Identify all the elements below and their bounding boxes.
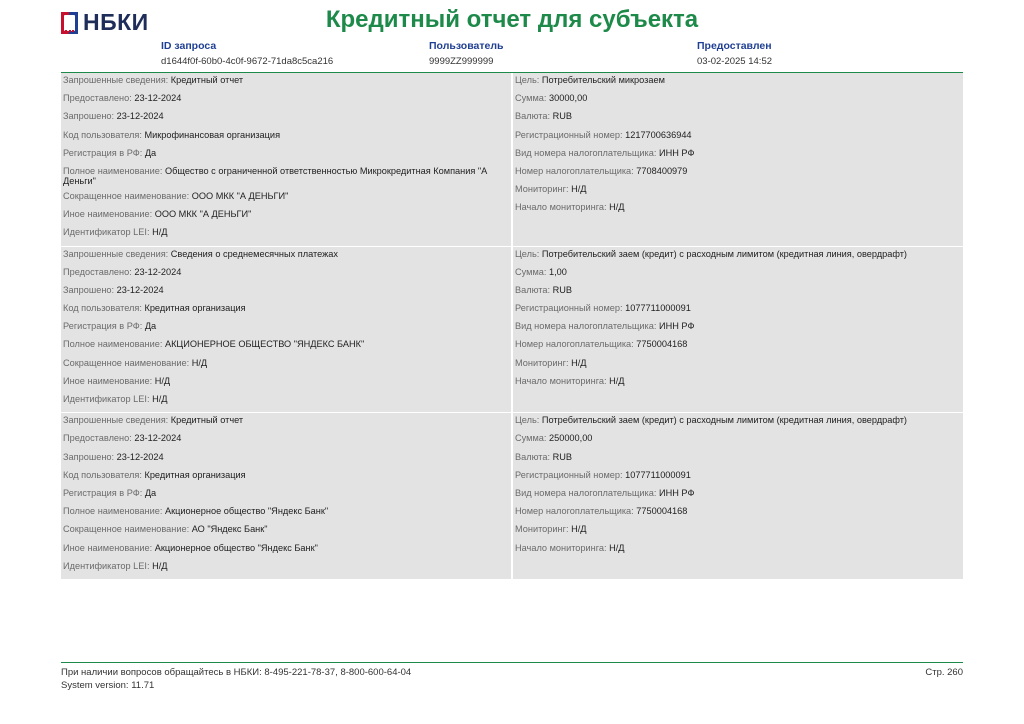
record-field [515,415,963,433]
field-value: 1,00 [548,266,567,277]
record-field [515,506,963,524]
field-label: Код пользователя: [63,469,145,480]
field-label: Сумма: [515,93,549,104]
field-value: АКЦИОНЕРНОЕ ОБЩЕСТВО "ЯНДЕКС БАНК" [164,339,365,350]
field-label: Код пользователя: [63,303,145,314]
record-field [63,470,511,488]
record-field [515,202,963,220]
field-label: Цель: [515,75,542,85]
page-number: Стр. 260 [925,667,963,678]
record-right-column [513,247,963,413]
record-field [63,209,511,227]
field-label: Сумма: [515,433,549,444]
field-value: 23-12-2024 [116,451,164,462]
record-field [515,339,963,357]
record-field [515,166,963,184]
record-field [63,267,511,285]
field-label: Запрошенные сведения: [63,248,171,259]
field-value: 7750004168 [636,506,688,517]
field-value: Да [144,487,157,498]
field-label: Сумма: [515,266,549,277]
field-label: Начало мониторинга: [515,202,610,213]
record-field [515,130,963,148]
field-value: 30000,00 [548,93,588,104]
field-value: Да [144,147,157,158]
record-field [63,285,511,303]
record-field [63,524,511,542]
field-value: Н/Д [609,375,625,386]
field-label: Валюта: [515,451,553,462]
field-value: Н/Д [571,524,587,535]
field-value: RUB [552,111,573,122]
field-label: Регистрационный номер: [515,469,626,480]
field-label: Идентификатор LEI: [63,560,153,571]
footer-divider [61,662,963,663]
field-value: Потребительский заем (кредит) с расходным лимитом (кредитная линия, овердрафт) [541,415,907,426]
field-value: 7750004168 [636,339,688,350]
record-field [63,130,511,148]
record-field [515,433,963,451]
record-field [515,184,963,202]
field-value: Сведения о среднемесячных платежах [170,248,338,259]
field-value: Кредитная организация [144,469,246,480]
record-field [515,358,963,376]
field-value: Н/Д [609,202,625,213]
field-label: Сокращенное наименование: [63,190,192,201]
field-label: Мониторинг: [515,184,572,195]
field-label: Регистрация в РФ: [63,487,145,498]
record-field [63,227,511,245]
field-label: Полное наименование: [63,165,165,176]
record-right-column [513,73,963,246]
meta-label: Пользователь [429,40,504,52]
field-label: Вид номера налогоплательщика: [515,147,659,158]
field-label: Начало мониторинга: [515,375,610,386]
meta-label: ID запроса [161,40,217,52]
record-field [515,75,963,93]
field-label: Номер налогоплательщика: [515,165,637,176]
record-field [63,249,511,267]
field-label: Предоставлено: [63,93,135,104]
field-label: Цель: [515,415,542,426]
meta-value: d1644f0f-60b0-4c0f-9672-71da8c5ca216 [161,56,334,67]
field-label: Сокращенное наименование: [63,524,192,535]
field-label: Регистрация в РФ: [63,321,145,332]
field-label: Идентификатор LEI: [63,394,153,404]
field-value: Акционерное общество "Яндекс Банк" [154,542,318,553]
record-field [515,470,963,488]
field-label: Запрошено: [63,111,117,122]
record-field [63,166,511,191]
field-label: Предоставлено: [63,433,135,444]
field-label: Полное наименование: [63,506,165,517]
record-field [515,524,963,542]
record-field [63,506,511,524]
field-label: Валюта: [515,111,553,122]
field-value: Н/Д [152,394,168,404]
field-value: ИНН РФ [659,321,695,332]
record-field [63,452,511,470]
footer-version: System version: 11.71 [61,680,155,691]
field-label: Цель: [515,248,542,259]
field-value: Акционерное общество "Яндекс Банк" [164,506,329,517]
record-left-column [61,73,511,246]
records-table [61,73,963,580]
field-value: 7708400979 [636,165,688,176]
meta-request-id [161,40,333,67]
field-value: Н/Д [191,357,208,368]
field-value: Да [144,321,157,332]
field-label: Запрошено: [63,451,117,462]
record-field [515,452,963,470]
field-value: Потребительский заем (кредит) с расходным лимитом (кредитная линия, овердрафт) [541,248,907,259]
field-label: Номер налогоплательщика: [515,506,637,517]
field-value: Н/Д [571,184,587,195]
field-label: Идентификатор LEI: [63,227,153,238]
record-field [63,321,511,339]
record-field [515,111,963,129]
field-value: ИНН РФ [659,147,695,158]
record-field [63,148,511,166]
field-label: Код пользователя: [63,129,145,140]
field-label: Полное наименование: [63,339,165,350]
record-field [515,303,963,321]
field-value: RUB [552,451,573,462]
field-label: Регистрационный номер: [515,303,626,314]
field-label: Валюта: [515,284,553,295]
field-label: Мониторинг: [515,357,572,368]
record-field [515,488,963,506]
field-value: Микрофинансовая организация [144,129,281,140]
field-label: Сокращенное наименование: [63,357,192,368]
field-value: АО "Яндекс Банк" [191,524,268,535]
record-field [63,415,511,433]
record-field [63,543,511,561]
meta-user [429,40,503,67]
field-label: Номер налогоплательщика: [515,339,637,350]
page-title: Кредитный отчет для субъекта [325,6,699,33]
record-field [515,93,963,111]
field-value: Общество с ограниченной ответственностью Микрокредитная Компания "А Деньги" [63,165,488,186]
field-label: Мониторинг: [515,524,572,535]
field-value: 23-12-2024 [116,111,164,122]
logo-text: НБКИ [83,9,149,35]
record-row [61,413,963,580]
field-value: Кредитный отчет [170,75,244,85]
field-label: Вид номера налогоплательщика: [515,487,659,498]
field-value: Н/Д [152,227,168,238]
record-field [63,488,511,506]
record-field [515,376,963,394]
meta-label: Предоставлен [697,40,772,52]
field-value: Н/Д [152,560,168,571]
record-field [63,191,511,209]
field-value: Потребительский микрозаем [541,75,665,85]
field-label: Предоставлено: [63,266,135,277]
record-field [63,75,511,93]
field-value: Н/Д [609,542,625,553]
field-label: Начало мониторинга: [515,542,610,553]
field-value: 1077711000091 [625,303,691,314]
field-label: Регистрационный номер: [515,129,626,140]
record-field [515,543,963,561]
field-value: Кредитный отчет [170,415,244,426]
record-field [63,303,511,321]
meta-value: 03-02-2025 14:52 [697,56,773,67]
field-value: Кредитная организация [144,303,246,314]
record-field [63,376,511,394]
field-label: Регистрация в РФ: [63,147,145,158]
field-value: RUB [552,284,573,295]
record-field [63,433,511,451]
record-row [61,73,963,247]
field-value: 250000,00 [548,433,593,444]
record-field [63,561,511,579]
field-value: Н/Д [571,357,587,368]
record-field [63,339,511,357]
field-label: Запрошенные сведения: [63,75,171,85]
field-label: Иное наименование: [63,209,155,220]
field-label: Иное наименование: [63,542,155,553]
meta-provided [697,40,772,67]
record-left-column [61,413,511,579]
record-field [515,148,963,166]
field-label: Вид номера налогоплательщика: [515,321,659,332]
record-field [63,93,511,111]
field-label: Иное наименование: [63,375,155,386]
field-value: 1077711000091 [625,469,691,480]
record-left-column [61,247,511,413]
field-value: 1217700636944 [625,129,692,140]
record-field [515,285,963,303]
record-field [515,249,963,267]
field-value: ООО МКК "А ДЕНЬГИ" [154,209,252,220]
field-value: Н/Д [154,375,171,386]
record-field [63,358,511,376]
field-label: Запрошено: [63,284,117,295]
field-value: 23-12-2024 [116,284,164,295]
field-value: ИНН РФ [659,487,695,498]
record-field [515,267,963,285]
meta-value: 9999ZZ999999 [429,56,494,67]
footer-contact: При наличии вопросов обращайтесь в НБКИ: 8-495-221-78-37, 8-800-600-64-04 [61,667,412,678]
field-value: 23-12-2024 [134,266,182,277]
field-value: 23-12-2024 [134,433,182,444]
field-value: 23-12-2024 [134,93,182,104]
field-label: Запрошенные сведения: [63,415,171,426]
field-value: ООО МКК "А ДЕНЬГИ" [191,190,289,201]
record-row [61,247,963,414]
record-field [515,321,963,339]
record-right-column [513,413,963,579]
record-field [63,111,511,129]
record-field [63,394,511,412]
